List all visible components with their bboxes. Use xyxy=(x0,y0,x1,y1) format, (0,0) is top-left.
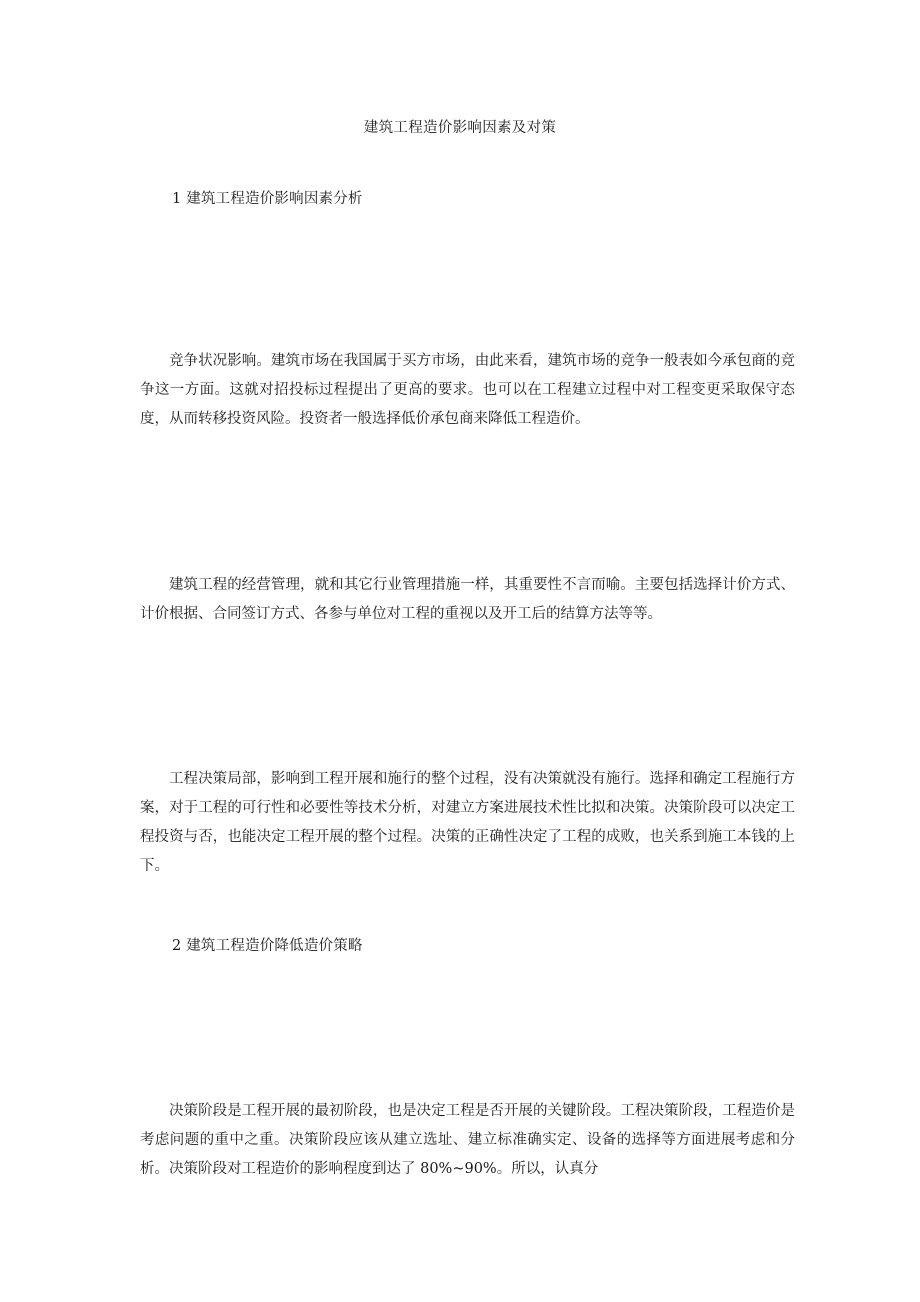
section-2-heading: 2 建筑工程造价降低造价策略 xyxy=(172,938,363,954)
paragraph-decision-stage: 决策阶段是工程开展的最初阶段，也是决定工程是否开展的关键阶段。工程决策阶段，工程造价是考虑问题的重中之重。决策阶段应该从建立选址、建立标准确实定、设备的选择等方面进展考虑和分析。决策阶段对工程造价的影响程度到达了 80%~90%。所以，认真分 xyxy=(140,1103,795,1177)
paragraph-management: 建筑工程的经营管理，就和其它行业管理措施一样，其重要性不言而喻。主要包括选择计价方式、计价根据、合同签订方式、各参与单位对工程的重视以及开工后的结算方法等等。 xyxy=(140,577,795,622)
paragraph-decision: 工程决策局部，影响到工程开展和施行的整个过程，没有决策就没有施行。选择和确定工程施行方案，对于工程的可行性和必要性等技术分析，对建立方案进展技术性比拟和决策。决策阶段可以决定工程投资与否，也能决定工程开展的整个过程。决策的正确性决定了工程的成败，也关系到施工本钱的上下。 xyxy=(140,771,795,874)
section-1-heading: 1 建筑工程造价影响因素分析 xyxy=(172,191,363,207)
paragraph-competition: 竞争状况影响。建筑市场在我国属于买方市场，由此来看，建筑市场的竞争一般表如今承包商的竞争这一方面。这就对招投标过程提出了更高的要求。也可以在工程建立过程中对工程变更采取保守态度，从而转移投资风险。投资者一般选择低价承包商来降低工程造价。 xyxy=(140,353,795,427)
document-title: 建筑工程造价影响因素及对策 xyxy=(363,120,557,136)
